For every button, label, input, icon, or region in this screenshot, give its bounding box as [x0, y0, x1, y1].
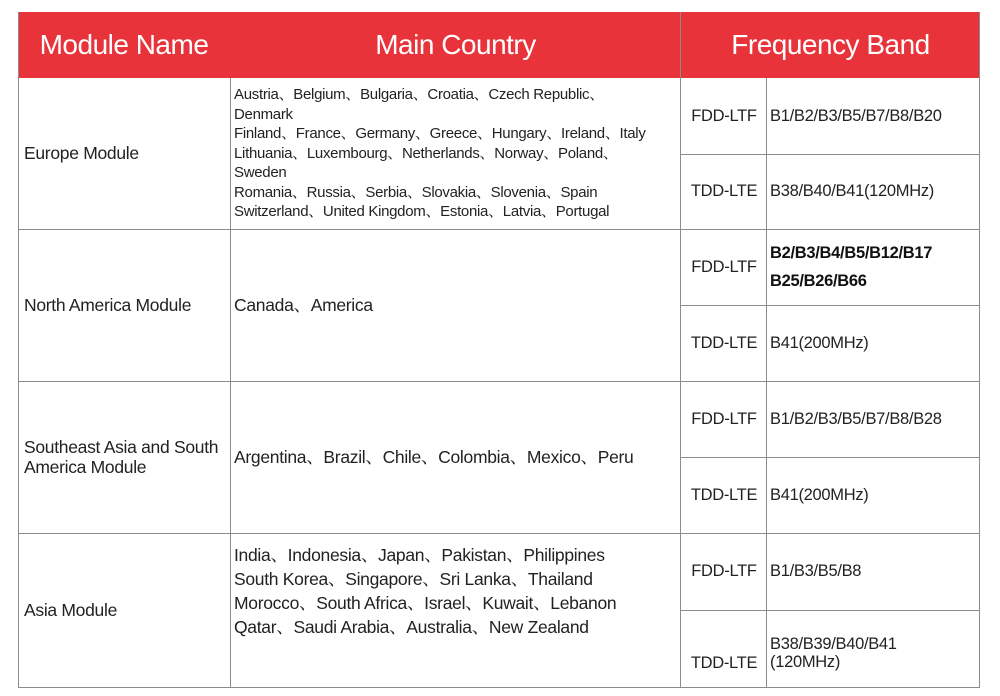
country-line: Finland、France、Germany、Greece、Hungary、Ireland、Italy — [234, 125, 646, 143]
module-name-asia: Asia Module — [24, 599, 118, 620]
tdd-bands-southeast-asia: B41(200MHz) — [770, 485, 869, 504]
band-line: B2/B3/B4/B5/B12/B17 — [770, 244, 933, 262]
fdd-label-southeast-asia: FDD-LTF — [691, 409, 757, 428]
frequency-band-table — [18, 12, 980, 688]
grid-line — [230, 78, 231, 688]
country-line: Austria、Belgium、Bulgaria、Croatia、Czech Republic、 — [234, 86, 604, 104]
country-line: Argentina、Brazil、Chile、Colombia、Mexico、Peru — [234, 447, 634, 467]
tdd-label-north-america: TDD-LTE — [690, 333, 758, 352]
module-name-north-america: North America Module — [24, 294, 192, 315]
country-line: Denmark — [234, 105, 293, 123]
tdd-label-asia: TDD-LTE — [690, 654, 758, 672]
tdd-label-southeast-asia: TDD-LTE — [690, 485, 758, 504]
tdd-bands-asia — [770, 610, 978, 687]
countries-asia — [234, 533, 680, 687]
module-name-southeast-asia: Southeast Asia and South America Module — [24, 437, 219, 477]
header-module-name: Module Name — [39, 29, 209, 60]
header-frequency-band: Frequency Band — [731, 29, 930, 60]
header-main-country: Main Country — [375, 29, 536, 60]
country-line: Canada、America — [234, 295, 373, 315]
tdd-bands-north-america: B41(200MHz) — [770, 333, 869, 352]
fdd-bands-asia: B1/B3/B5/B8 — [770, 562, 862, 580]
fdd-bands-southeast-asia: B1/B2/B3/B5/B7/B8/B28 — [770, 409, 942, 428]
country-line: South Korea、Singapore、Sri Lanka、Thailand — [234, 569, 593, 589]
grid-line — [979, 12, 980, 688]
country-line: Morocco、South Africa、Israel、Kuwait、Lebanon — [234, 593, 617, 613]
country-line: India、Indonesia、Japan、Pakistan、Philippines — [234, 545, 605, 565]
band-line: (120MHz) — [770, 652, 841, 671]
fdd-label-europe: FDD-LTF — [691, 106, 757, 125]
country-line: Romania、Russia、Serbia、Slovakia、Slovenia、Spain — [234, 183, 598, 201]
tdd-label-europe: TDD-LTE — [690, 182, 758, 200]
band-line: B25/B26/B66 — [770, 272, 867, 290]
grid-line — [18, 12, 19, 688]
country-line: Qatar、Saudi Arabia、Australia、New Zealand — [234, 617, 589, 637]
table-header — [18, 12, 980, 78]
countries-north-america — [234, 229, 680, 381]
tdd-bands-europe: B38/B40/B41(120MHz) — [770, 182, 934, 200]
countries-southeast-asia — [234, 381, 680, 533]
grid-line — [18, 687, 980, 688]
fdd-label-north-america: FDD-LTF — [691, 257, 757, 276]
band-line: B38/B39/B40/B41 — [770, 634, 897, 653]
fdd-label-asia: FDD-LTF — [691, 562, 757, 580]
fdd-bands-europe: B1/B2/B3/B5/B7/B8/B20 — [770, 106, 942, 125]
module-name-europe: Europe Module — [24, 143, 139, 163]
fdd-bands-north-america — [770, 229, 978, 305]
country-line: Sweden — [234, 164, 287, 182]
country-line: Switzerland、United Kingdom、Estonia、Latvia、Portugal — [234, 203, 610, 221]
countries-europe — [234, 78, 680, 229]
country-line: Lithuania、Luxembourg、Netherlands、Norway、Poland、 — [234, 144, 618, 162]
